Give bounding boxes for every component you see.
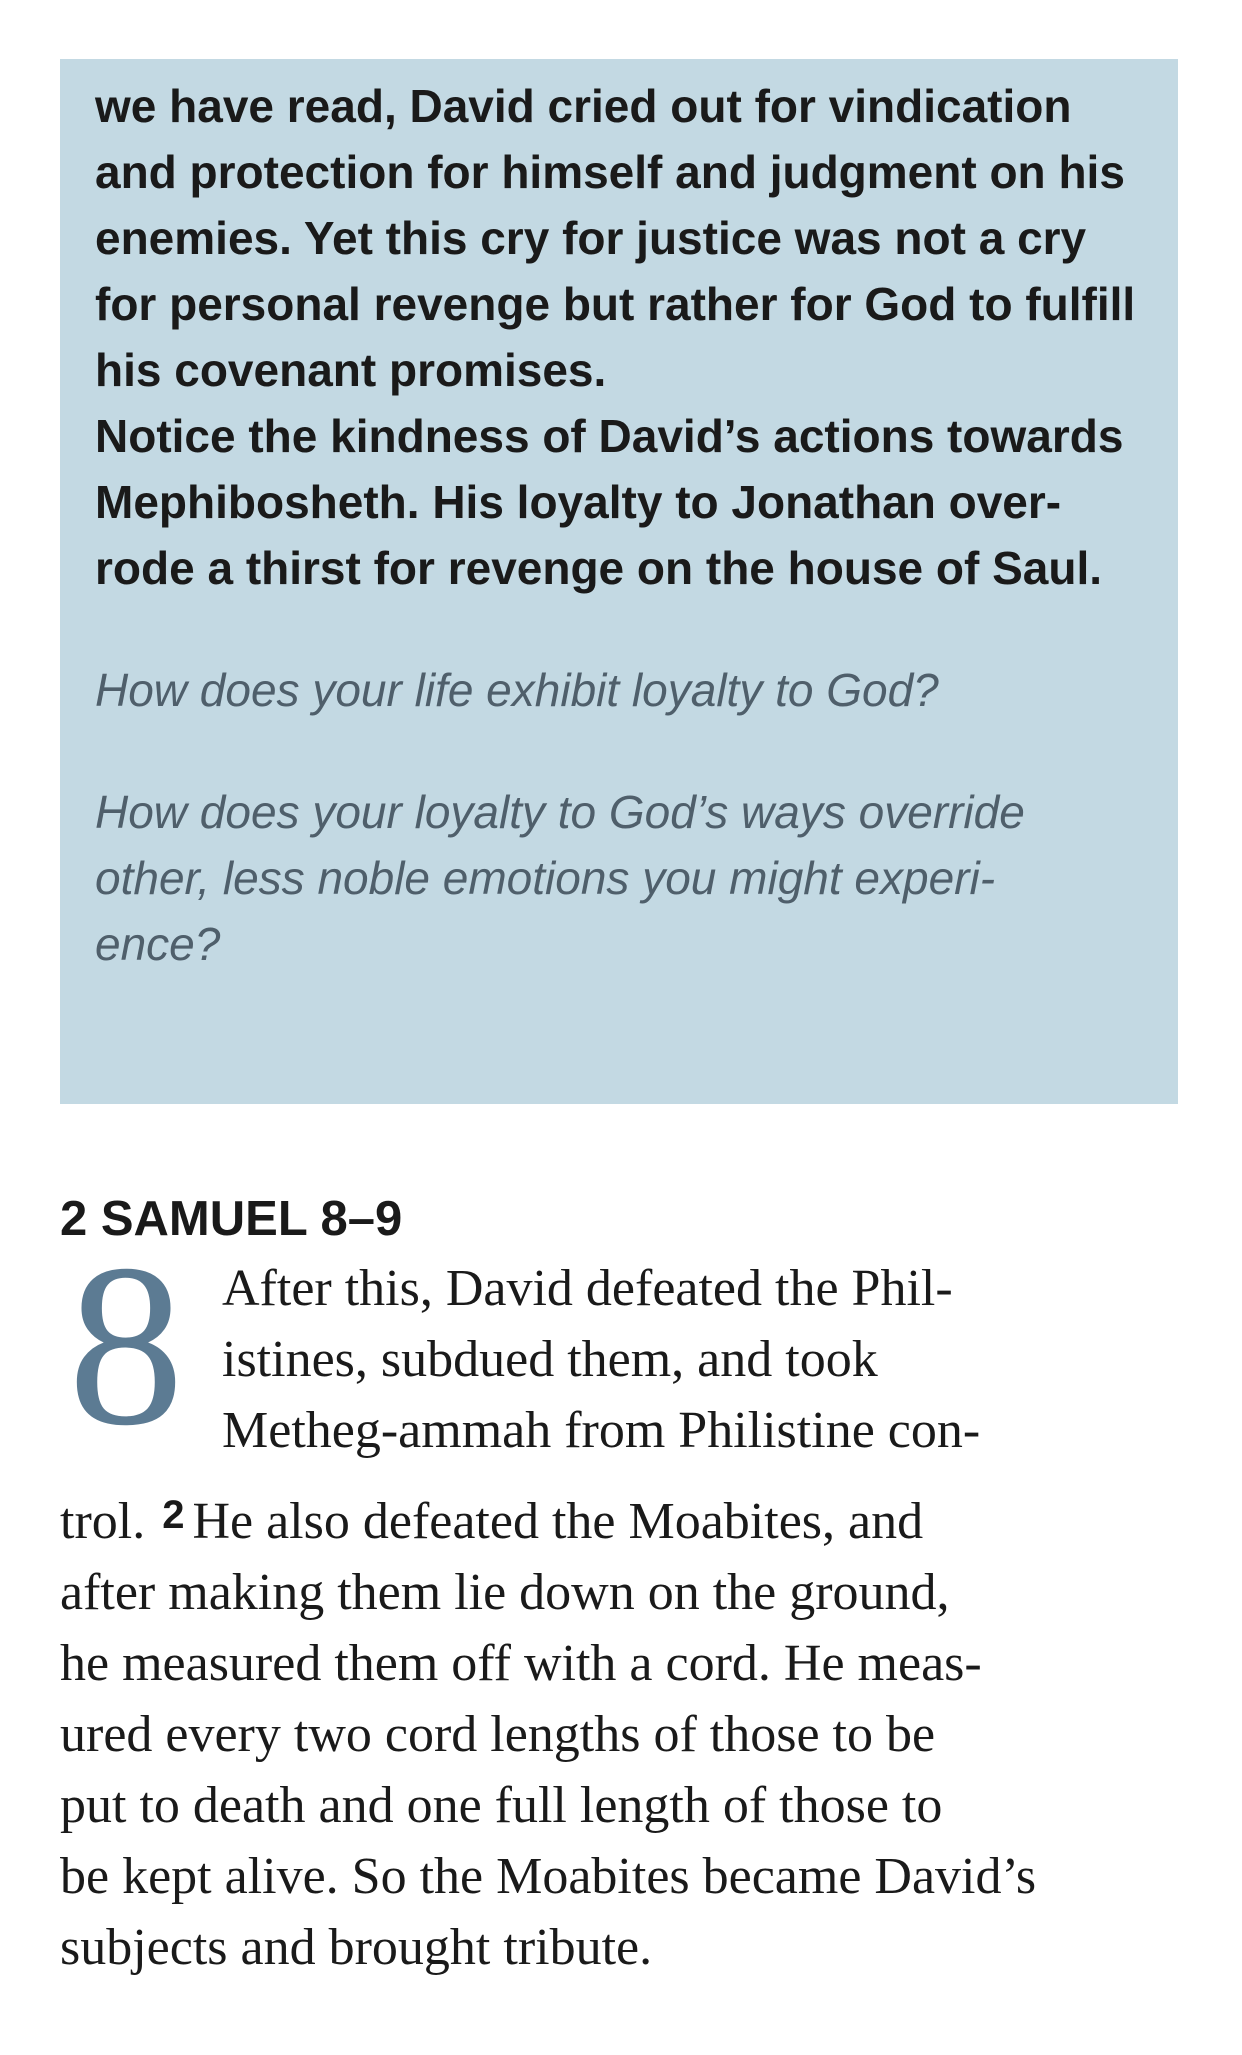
passage-line: Metheg-ammah from Philistine con- [222,1402,981,1459]
callout-text-line: we have read, David cried out for vindication [95,80,1072,132]
passage-text: He also defeated the Moabites, and [192,1493,924,1550]
reflection-question-2-line: ence? [95,918,221,970]
reflection-question-2-line: other, less noble emotions you might experi- [95,852,996,904]
callout-text-line: for personal revenge but rather for God to fulfill [95,278,1136,330]
reflection-question-2-line: How does your loyalty to God’s ways override [95,786,1025,838]
callout-text-line: and protection for himself and judgment on his [95,146,1125,198]
verse-number: 2 [162,1493,185,1537]
reflection-question-1: How does your life exhibit loyalty to God? [95,664,939,716]
passage-text: trol. [60,1493,146,1550]
passage-heading: 2 SAMUEL 8–9 [60,1192,403,1246]
passage-line: After this, David defeated the Phil- [222,1260,953,1317]
chapter-drop-cap: 8 [68,1217,184,1474]
callout-text-line: enemies. Yet this cry for justice was not a cry [95,212,1087,264]
spacer [95,601,1148,657]
passage-line: subjects and brought tribute. [60,1919,653,1976]
passage-line: after making them lie down on the ground, [60,1564,950,1621]
reflection-callout-box [60,59,1178,1104]
passage-line: be kept alive. So the Moabites became David’s [60,1848,1037,1905]
callout-text-line: his covenant promises. [95,344,607,396]
callout-text-line: Notice the kindness of David’s actions towards [95,410,1124,462]
passage-line: ured every two cord lengths of those to be [60,1706,936,1763]
callout-text-line: rode a thirst for revenge on the house of Saul. [95,542,1103,594]
spacer [95,723,1148,779]
callout-text-line: Mephibosheth. His loyalty to Jonathan over- [95,476,1062,528]
passage-line: istines, subdued them, and took [222,1331,878,1388]
passage-line [60,1486,923,1557]
passage-line: put to death and one full length of those to [60,1777,943,1834]
passage-line: he measured them off with a cord. He meas- [60,1635,982,1692]
